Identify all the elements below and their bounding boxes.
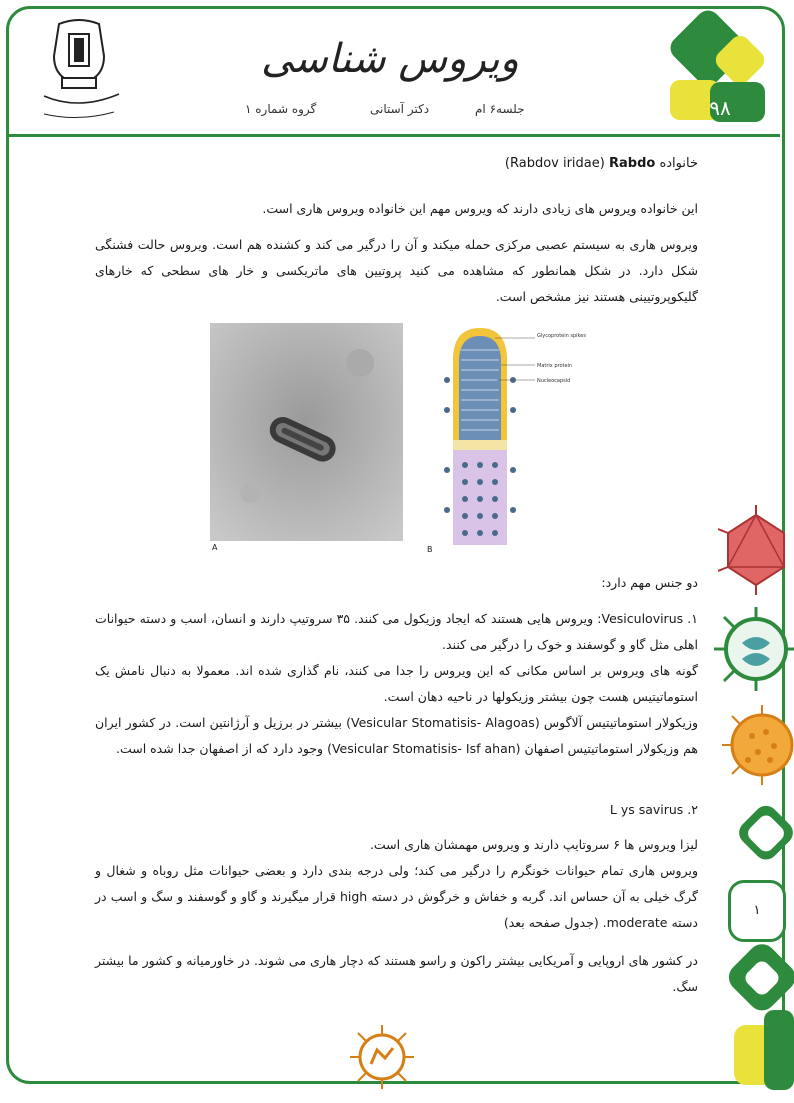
icosahedron-virus-icon	[718, 505, 794, 595]
label-nucleocapsid: Nucleocapsid	[537, 378, 571, 384]
item2-p2a: ویروس هاری تمام حیوانات خونگرم را درگیر می کند؛ ولی درجه بندی دارد و بعضی حیوانات مثل روباه و شغال و گرگ خیلی به آن حساس اند. گربه و خفاش و خرگوش در دسته	[95, 863, 698, 904]
item2-p2c: . (جدول صفحه بعد)	[503, 915, 607, 930]
micrograph-image	[210, 323, 403, 551]
genera-intro-text: دو جنس مهم دارد:	[601, 575, 698, 590]
item1-name: Vesiculovirus	[601, 611, 684, 626]
orange-virus-icon	[714, 700, 794, 790]
rhabdovirus-diagram	[425, 320, 605, 555]
heading-latin: (Rabdov iridae)	[504, 156, 605, 171]
university-logo	[24, 16, 134, 128]
lyssavirus-regions	[95, 948, 698, 1000]
item1-p3a: وزیکولار استوماتیتیس آلاگوس	[543, 715, 698, 730]
item1-number: ۱.	[687, 611, 698, 626]
item1-p3c: وجود دارد که از اصفهان جدا شده است.	[115, 741, 324, 756]
genera-intro	[95, 570, 698, 596]
item1-paragraph2: گونه های ویروس بر اساس مکانی که این ویروس را جدا می کنند، نام گذاری شده اند. معمولا به دنبال نامش یک استوماتیتیس هست چون بیشتر وزیکولها در ناحیه دهان است.	[95, 663, 698, 704]
item2-high: high	[339, 889, 368, 904]
item2-paragraph1: لیزا ویروس ها ۶ سروتایپ دارند و ویروس مهمشان هاری است.	[369, 837, 698, 852]
heading-name: Rabdo	[608, 156, 656, 171]
green-virus-icon	[708, 603, 794, 695]
description-text: ویروس هاری به سیستم عصبی مرکزی حمله میکند و آن را درگیر می کند و کشنده هم است. ویروس حالت فشنگی شکل دارد. در شکل همانطور که مشاهده می کنید پروتیین های ماتریکسی و خار های سطحی که خارهای گلیکوپروتیینی هستند نیز مشخص است.	[95, 237, 698, 304]
lyssavirus-details	[95, 832, 698, 936]
svg-text:۹۸: ۹۸	[709, 96, 731, 120]
bottom-virus-icon	[347, 1022, 417, 1092]
section-heading	[505, 156, 698, 171]
item2-name: L ys savirus	[609, 802, 684, 817]
item2-number: ۲.	[687, 802, 698, 817]
intro-paragraph	[95, 196, 698, 222]
item1-p3b: بیشتر در برزیل و آرژانتین است. در کشور ایران هم وزیکولار استوماتیتیس اصفهان	[95, 715, 698, 756]
genus-lyssavirus	[95, 797, 698, 823]
group-number: گروه شماره ۱	[245, 102, 317, 116]
genus-vesiculovirus	[95, 606, 698, 762]
medical-badge-logo	[660, 10, 780, 130]
item2-moderate: moderate	[606, 915, 668, 930]
item1-latin2: (Vesicular Stomatisis- Isf ahan)	[327, 741, 521, 756]
header-title: ویروس شناسی	[260, 36, 519, 82]
figure-label-a: A	[212, 543, 218, 551]
item1-latin1: (Vesicular Stomatisis- Alagoas)	[346, 715, 540, 730]
item2-paragraph3: در کشور های اروپایی و آمریکایی بیشتر راکون و راسو هستند که دچار هاری می شوند. در خاورمیانه و کشور ما بیشتر سگ.	[95, 953, 698, 994]
heading-prefix: خانواده	[659, 156, 698, 171]
description-paragraph	[95, 232, 698, 310]
lecturer-name: دکتر آستانی	[370, 102, 430, 116]
green-tile-decoration	[714, 800, 794, 1090]
intro-text: این خانواده ویروس های زیادی دارند که ویروس مهم این خانواده ویروس هاری است.	[262, 201, 698, 216]
item1-text: : ویروس هایی هستند که ایجاد وزیکول می کنند. ۳۵ سروتیپ دارند و انسان، اسب و دسته حیوانات اهلی مثل گاو و گوسفند و خوک را درگیر می کنند.	[95, 611, 698, 652]
item2-p2b: قرار میگیرند و گاو و گوسفند و سگ و اسب در دسته	[95, 889, 698, 930]
label-matrix: Matrix protein	[537, 363, 573, 369]
session-number: جلسه۶ ام	[475, 102, 525, 116]
label-glycoprotein: Glycoprotein spikes	[537, 333, 586, 339]
figure-label-b: B	[427, 545, 433, 554]
page-number: ۱	[728, 880, 786, 942]
header-divider	[9, 134, 780, 137]
